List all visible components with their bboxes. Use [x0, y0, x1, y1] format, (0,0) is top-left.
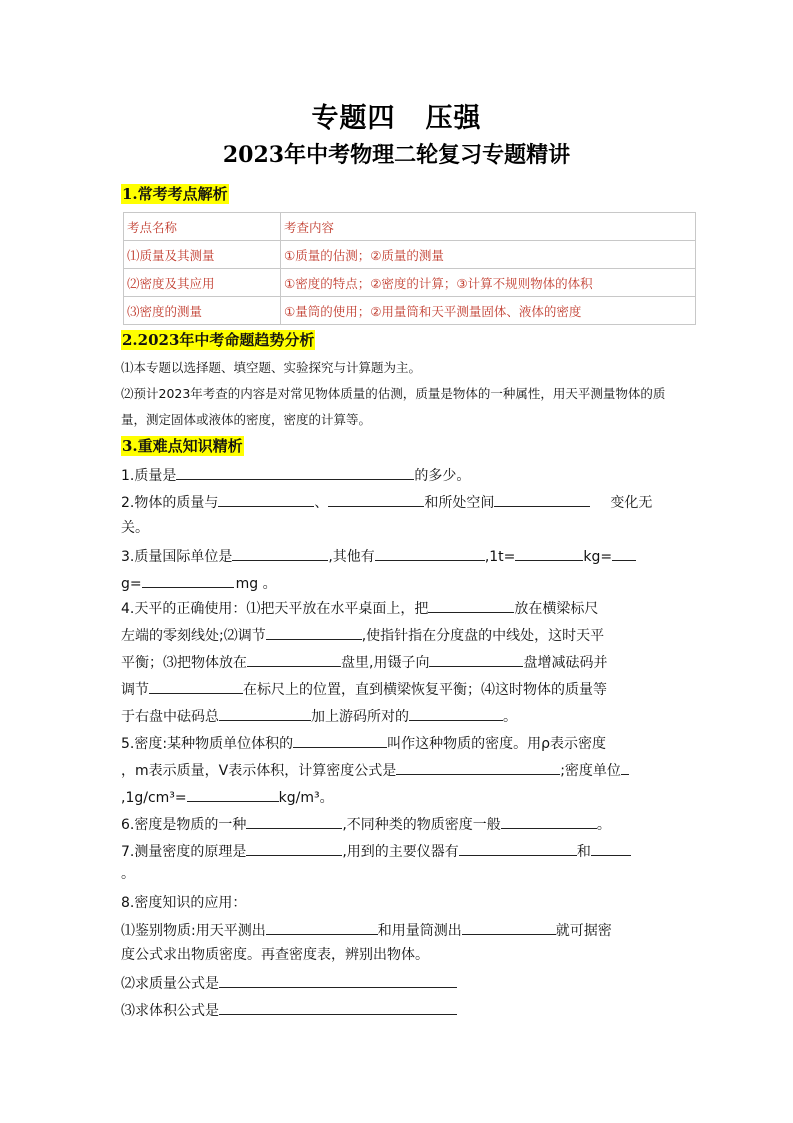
question-text: 盘增减砝码并	[523, 655, 608, 671]
question-8: 8.密度知识的应用：	[121, 895, 247, 911]
question-4	[121, 597, 598, 619]
question-text: 在标尺上的位置，直到横梁恢复平衡；⑷这时物体的质量等	[243, 682, 607, 698]
question-3	[121, 545, 636, 567]
question-text: 1.质量是	[121, 468, 177, 484]
question-7	[121, 840, 631, 862]
question-2	[121, 491, 652, 513]
question-text: kg/m³。	[278, 790, 334, 806]
question-1	[121, 464, 470, 486]
answer-blank[interactable]	[266, 624, 362, 640]
question-text: 。	[503, 709, 517, 725]
answer-blank[interactable]	[612, 545, 636, 561]
answer-blank[interactable]	[219, 972, 457, 988]
exam-points-table	[123, 212, 696, 325]
question-text: ⑶求体积公式是	[121, 1003, 219, 1019]
question-5	[121, 732, 606, 754]
question-text: 4.天平的正确使用：⑴把天平放在水平桌面上，把	[121, 601, 429, 617]
answer-blank[interactable]	[591, 840, 631, 856]
question-text: ,使指针指在分度盘的中线处，这时天平	[361, 628, 605, 644]
answer-blank[interactable]	[149, 678, 243, 694]
question-3-cont	[121, 572, 277, 594]
trend-paragraph-2: ⑵预计2023年考查的内容是对常见物体质量的估测，质量是物体的一种属性，用天平测量物体的质量，测定固体或液体的密度，密度的计算等。	[121, 386, 666, 427]
answer-blank[interactable]	[218, 491, 314, 507]
answer-blank[interactable]	[501, 813, 597, 829]
question-7-cont: 。	[121, 866, 135, 882]
question-8-part-2	[121, 972, 457, 994]
question-text: ;密度单位	[560, 763, 621, 779]
table-row	[124, 297, 696, 325]
question-text: 3.质量国际单位是	[121, 549, 233, 565]
question-text: 变化无	[610, 495, 653, 511]
question-text: ⑴鉴别物质:用天平测出	[121, 923, 266, 939]
question-text: 左端的零刻线处;⑵调节	[121, 628, 266, 644]
question-text: ,其他有	[328, 549, 375, 565]
question-text: 2.物体的质量与	[121, 495, 219, 511]
answer-blank[interactable]	[375, 545, 485, 561]
answer-blank[interactable]	[246, 840, 342, 856]
question-5-line-2	[121, 759, 629, 781]
title-topic: 压强	[425, 103, 482, 134]
question-text: g=	[121, 576, 142, 592]
question-8-part-1-cont: 度公式求出物质密度。再查密度表，辨别出物体。	[121, 947, 429, 963]
answer-blank[interactable]	[187, 786, 279, 802]
answer-blank[interactable]	[219, 705, 311, 721]
question-text: ,不同种类的物质密度一般	[342, 817, 501, 833]
table-cell: ①密度的特点；②密度的计算；③计算不规则物体的体积	[281, 269, 696, 297]
question-text: 。	[596, 817, 611, 833]
question-4-line-2	[121, 624, 604, 646]
answer-blank[interactable]	[396, 759, 560, 775]
page-subtitle: 2023年中考物理二轮复习专题精讲	[222, 142, 571, 168]
question-text: 于右盘中砝码总	[121, 709, 219, 725]
question-text: mg 。	[235, 576, 277, 592]
question-2-cont: 关。	[121, 520, 149, 536]
question-text: 调节	[121, 682, 149, 698]
table-cell: ①量筒的使用；②用量筒和天平测量固体、液体的密度	[281, 297, 696, 325]
answer-blank[interactable]	[219, 999, 457, 1015]
question-text: 7.测量密度的原理是	[121, 844, 247, 860]
question-text: 平衡；⑶把物体放在	[121, 655, 247, 671]
question-4-line-5	[121, 705, 517, 727]
section-heading-3: 3.重难点知识精析	[122, 437, 243, 455]
question-text: 就可据密	[555, 923, 612, 939]
table-cell: ①质量的估测；②质量的测量	[281, 241, 696, 269]
question-text: kg=	[583, 549, 613, 565]
table-header-cell: 考查内容	[281, 213, 696, 241]
answer-blank[interactable]	[246, 813, 342, 829]
question-8-part-3	[121, 999, 457, 1021]
answer-blank[interactable]	[293, 732, 387, 748]
section-heading-1: 1.常考考点解析	[122, 185, 228, 203]
answer-blank[interactable]	[462, 919, 556, 935]
answer-blank[interactable]	[428, 597, 514, 613]
question-text: 和用量筒测出	[377, 923, 462, 939]
question-text: 叫作这种物质的密度。用ρ表示密度	[387, 736, 606, 752]
question-text: 和所处空间	[424, 495, 495, 511]
answer-blank[interactable]	[266, 919, 378, 935]
question-text: ，m表示质量，V表示体积，计算密度公式是	[121, 763, 397, 779]
question-8-part-1	[121, 919, 612, 941]
answer-blank[interactable]	[409, 705, 503, 721]
answer-blank[interactable]	[247, 651, 341, 667]
question-text: 加上游码所对的	[311, 709, 409, 725]
answer-blank[interactable]	[176, 464, 414, 480]
question-text: 的多少。	[414, 468, 471, 484]
question-text: ,用到的主要仪器有	[342, 844, 459, 860]
table-row	[124, 269, 696, 297]
table-cell: ⑶密度的测量	[124, 297, 281, 325]
question-text: ,1g/cm³=	[121, 790, 187, 806]
answer-blank[interactable]	[459, 840, 577, 856]
table-cell: ⑴质量及其测量	[124, 241, 281, 269]
question-text: 5.密度:某种物质单位体积的	[121, 736, 294, 752]
question-text: ⑵求质量公式是	[121, 976, 219, 992]
question-text: 、	[314, 495, 329, 511]
question-text: 放在横梁标尺	[514, 601, 599, 617]
question-text: 和	[576, 844, 591, 860]
question-text: ,1t=	[484, 549, 516, 565]
table-header-row	[124, 213, 696, 241]
trend-paragraph-1: ⑴本专题以选择题、填空题、实验探究与计算题为主。	[121, 360, 422, 375]
answer-blank[interactable]	[328, 491, 424, 507]
question-text: 6.密度是物质的一种	[121, 817, 247, 833]
answer-blank[interactable]	[142, 572, 234, 588]
question-text: 盘里,用镊子向	[341, 655, 430, 671]
table-row	[124, 241, 696, 269]
question-5-line-3	[121, 786, 334, 808]
question-4-line-4	[121, 678, 607, 700]
answer-blank[interactable]	[429, 651, 523, 667]
section-heading-2: 2.2023年中考命题趋势分析	[122, 331, 315, 349]
answer-blank[interactable]	[232, 545, 328, 561]
answer-blank[interactable]	[494, 491, 590, 507]
question-4-line-3	[121, 651, 607, 673]
answer-blank[interactable]	[621, 759, 629, 775]
page-title	[0, 96, 793, 135]
answer-blank[interactable]	[515, 545, 583, 561]
table-header-cell: 考点名称	[124, 213, 281, 241]
table-cell: ⑵密度及其应用	[124, 269, 281, 297]
title-main: 专题四	[311, 103, 396, 134]
question-6	[121, 813, 611, 835]
